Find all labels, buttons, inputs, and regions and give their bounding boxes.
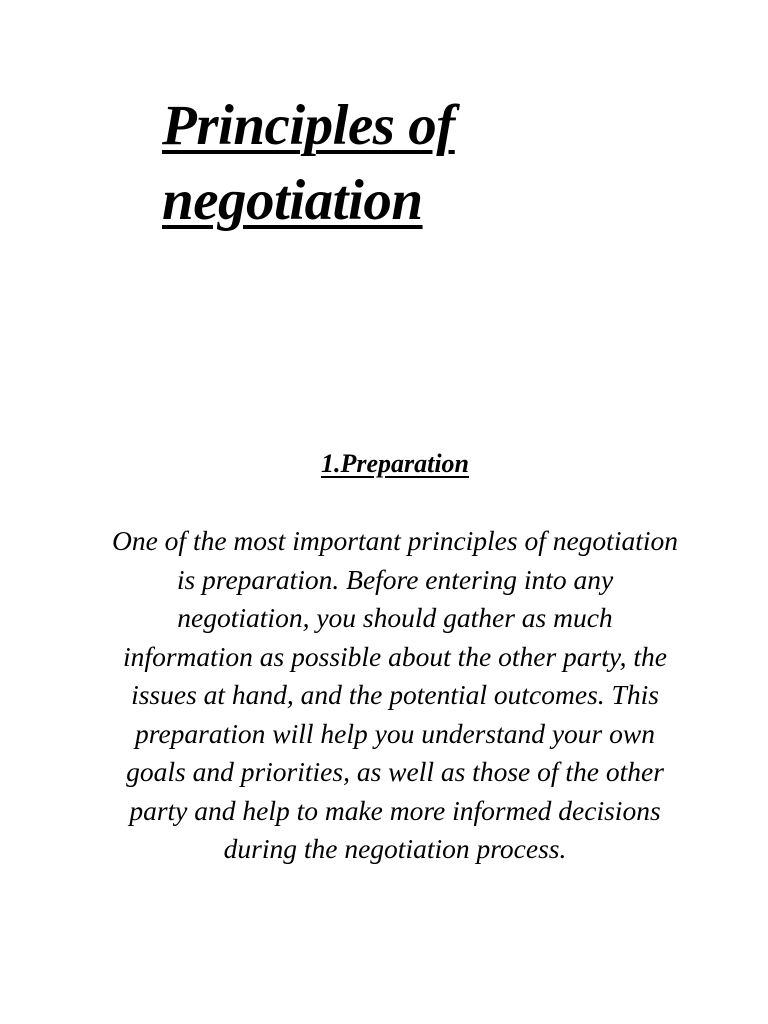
title-line-1: Principles of [162, 94, 455, 157]
body-paragraph: One of the most important principles of negotiation is preparation. Before entering into any negotiation, you should gather as much information as possible about the other party, the issues at hand, and the potential outcomes. This preparation will help you understand your own goals and priorities, as well as those of the other party and help to make more informed decisions during the negotiation process. [111, 525, 678, 864]
page-title [162, 88, 622, 238]
section-heading [0, 446, 768, 482]
section-heading-text: 1.Preparation [320, 449, 470, 478]
title-line-2: negotiation [162, 169, 423, 232]
